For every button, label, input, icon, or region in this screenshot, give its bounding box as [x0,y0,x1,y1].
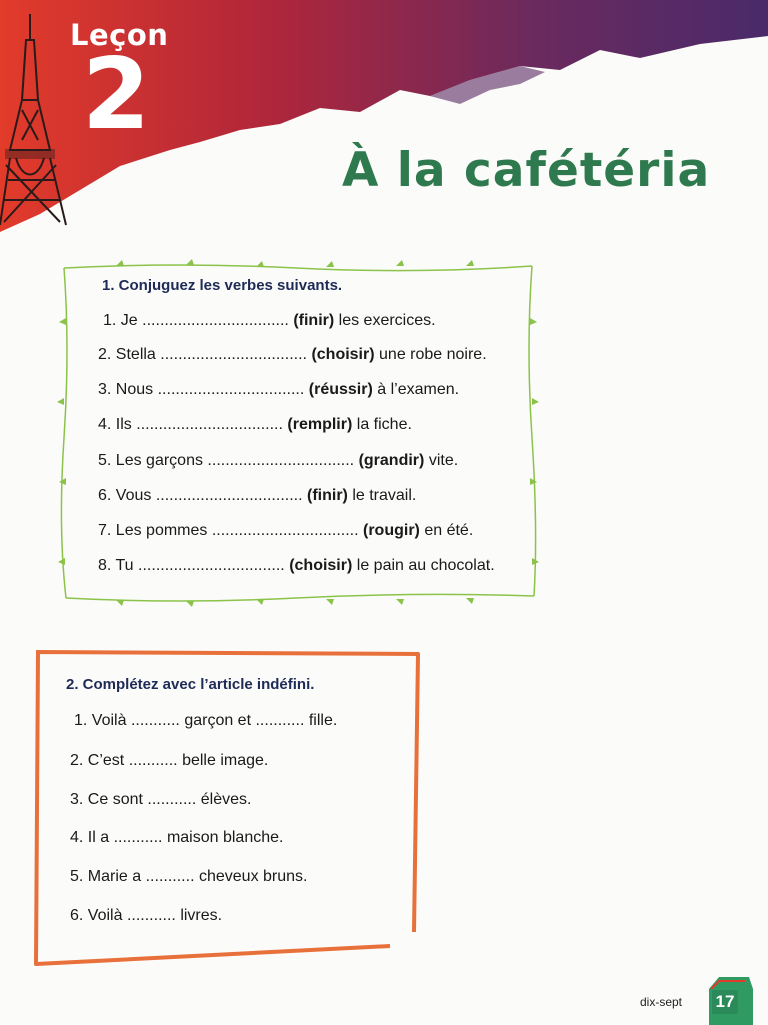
answer-blank[interactable]: ........... [130,712,180,729]
lesson-number: 2 [82,38,151,152]
exercise1-item: 6. Vous ................................. (finir) le travail. [98,487,417,504]
exercise1-item: 8. Tu ................................. (choisir) le pain au chocolat. [98,557,495,574]
exercise2-heading: 2. Complétez avec l’article indéfini. [66,676,315,693]
answer-blank[interactable]: ................................. [138,557,285,574]
exercise2-item: 2. C’est ........... belle image. [70,752,269,769]
exercise1-item: 4. Ils ................................. (remplir) la fiche. [98,416,412,433]
answer-blank[interactable]: ........... [128,752,178,769]
exercise2-item: 6. Voilà ........... livres. [70,907,223,924]
answer-blank[interactable]: ........... [147,791,197,808]
page-title: À la cafétéria [342,143,711,198]
answer-blank[interactable]: ................................. [136,416,283,433]
answer-blank[interactable]: ........... [126,907,176,924]
answer-blank[interactable]: ................................. [160,346,307,363]
exercise1-item: 2. Stella ................................. (choisir) une robe noire. [98,346,487,363]
exercise2-item: 5. Marie a ........... cheveux bruns. [70,868,308,885]
answer-blank[interactable]: ................................. [142,312,289,329]
exercise1-heading: 1. Conjuguez les verbes suivants. [102,277,343,294]
answer-blank[interactable]: ................................. [211,522,359,539]
exercise2-item: 1. Voilà ........... garçon et ........... fille. [74,712,338,729]
answer-blank[interactable]: ................................. [155,487,303,504]
answer-blank[interactable]: ................................. [157,381,305,398]
exercise2-item: 4. Il a ........... maison blanche. [70,829,284,846]
page-number-word: dix-sept [640,995,683,1009]
exercise1-item: 5. Les garçons ................................. (grandir) vite. [98,452,459,469]
exercise2-item: 3. Ce sont ........... élèves. [70,791,252,808]
answer-blank[interactable]: ........... [255,712,305,729]
page-number: 17 [712,990,738,1014]
exercise1-item: 7. Les pommes ................................. (rougir) en été. [98,522,474,539]
exercise1-item: 3. Nous ................................. (réussir) à l’examen. [98,381,460,398]
exercise1-item: 1. Je ................................. (finir) les exercices. [103,312,436,329]
answer-blank[interactable]: ........... [113,829,163,846]
answer-blank[interactable]: ........... [145,868,195,885]
answer-blank[interactable]: ................................. [207,452,355,469]
lesson-label: Leçon [70,18,169,52]
